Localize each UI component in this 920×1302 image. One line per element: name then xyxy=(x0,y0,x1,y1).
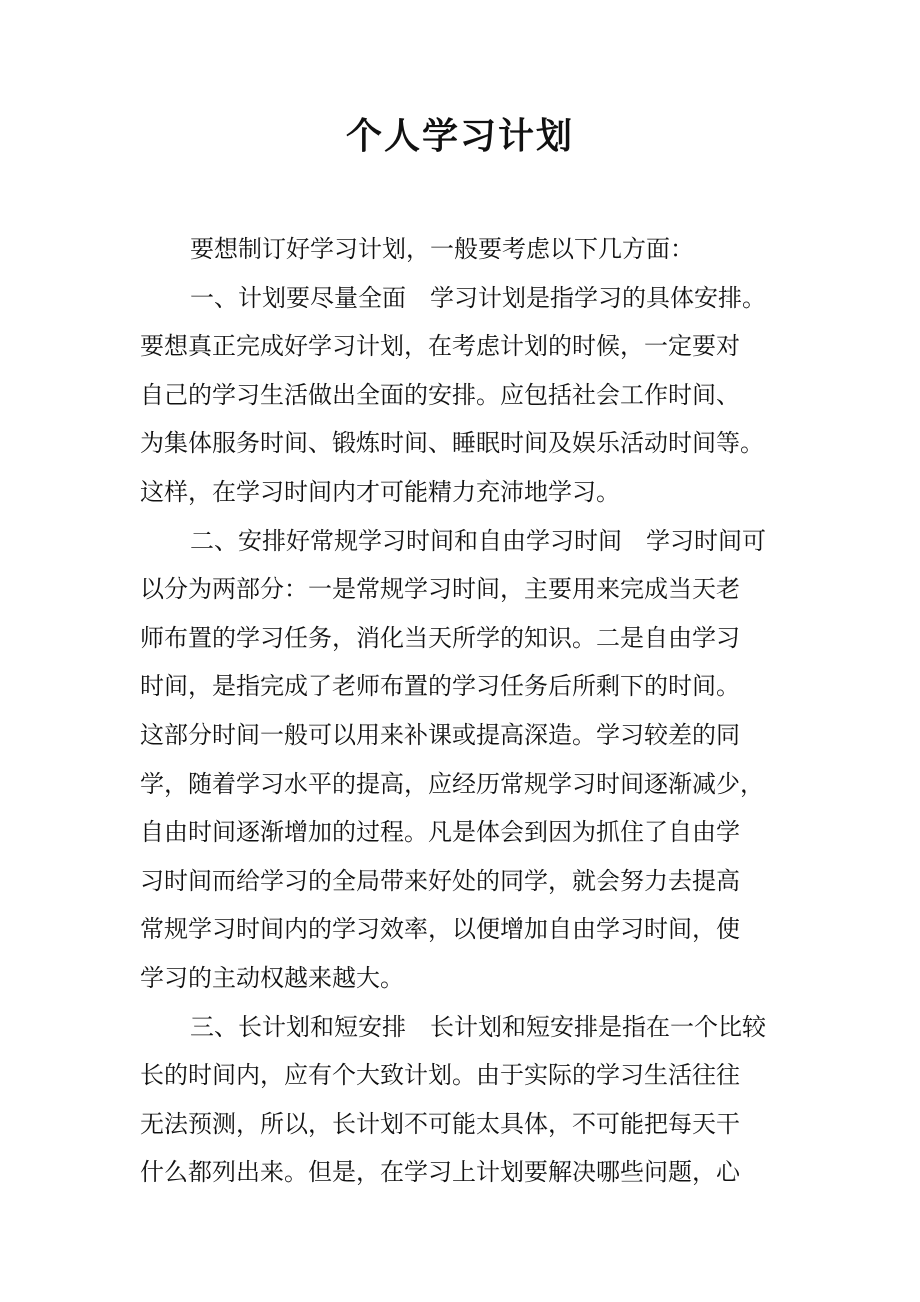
document-title: 个人学习计划 xyxy=(345,115,574,157)
paragraph-line: 这样，在学习时间内才可能精力充沛地学习。 xyxy=(140,477,620,506)
section-2-heading-line: 二、安排好常规学习时间和自由学习时间 学习时间可 xyxy=(190,526,766,555)
paragraph-line: 自由时间逐渐增加的过程。凡是体会到因为抓住了自由学 xyxy=(140,818,740,847)
paragraph-line: 常规学习时间内的学习效率，以便增加自由学习时间，使 xyxy=(140,915,740,944)
paragraph-line: 为集体服务时间、锻炼时间、睡眠时间及娱乐活动时间等。 xyxy=(140,429,764,458)
paragraph-line: 时间，是指完成了老师布置的学习任务后所剩下的时间。 xyxy=(140,672,740,701)
paragraph-line: 无法预测，所以，长计划不可能太具体，不可能把每天干 xyxy=(140,1109,740,1138)
section-1-heading-line: 一、计划要尽量全面 学习计划是指学习的具体安排。 xyxy=(190,283,766,312)
section-3-heading-line: 三、长计划和短安排 长计划和短安排是指在一个比较 xyxy=(190,1012,766,1041)
paragraph-line: 学，随着学习水平的提高，应经历常规学习时间逐渐减少， xyxy=(140,769,764,798)
paragraph-line: 师布置的学习任务，消化当天所学的知识。二是自由学习 xyxy=(140,623,740,652)
paragraph-line: 习时间而给学习的全局带来好处的同学，就会努力去提高 xyxy=(140,866,740,895)
paragraph-line: 自己的学习生活做出全面的安排。应包括社会工作时间、 xyxy=(140,380,740,409)
paragraph-line: 这部分时间一般可以用来补课或提高深造。学习较差的同 xyxy=(140,720,740,749)
paragraph-line: 以分为两部分：一是常规学习时间，主要用来完成当天老 xyxy=(140,575,740,604)
paragraph-line: 什么都列出来。但是，在学习上计划要解决哪些问题，心 xyxy=(140,1158,740,1187)
paragraph-line: 学习的主动权越来越大。 xyxy=(140,963,404,992)
paragraph-line: 长的时间内，应有个大致计划。由于实际的学习生活往往 xyxy=(140,1061,740,1090)
intro-line: 要想制订好学习计划，一般要考虑以下几方面： xyxy=(190,235,694,263)
document-body xyxy=(140,225,785,1197)
paragraph-line: 要想真正完成好学习计划，在考虑计划的时候，一定要对 xyxy=(140,332,740,361)
